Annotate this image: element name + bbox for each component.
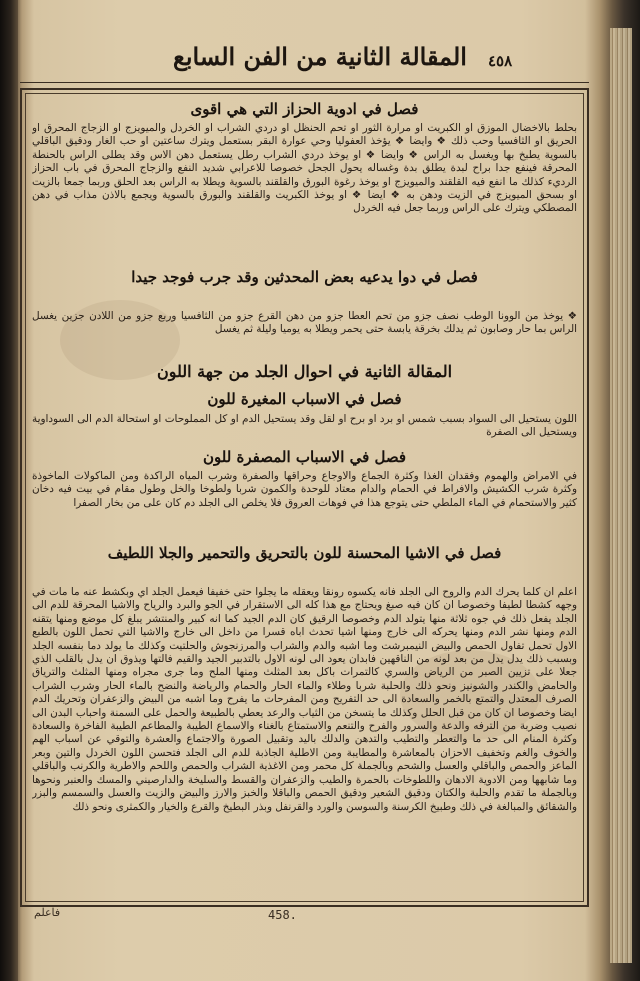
section-text: ❖ يوخذ من الوونا الوطب نصف جزو من تحم العطا جزو من دهن القرع جزو من الثافسيا وربع جزو من اللادن جزين يغسل الراس بما حار وصابون ثم يدلك بخرقة يابسة حتى يحمر ويطلا به يوميا وليلة ثم يغسل	[32, 310, 577, 336]
section-heading: فصل في ادوية الحزاز التي هي اقوى	[190, 100, 419, 118]
running-title: المقالة الثانية من الفن السابع	[173, 42, 467, 71]
page-edges	[610, 28, 632, 963]
section-heading: فصل في الاشيا المحسنة للون بالتحريق والتحمير والجلا اللطيف	[107, 544, 502, 562]
page-body	[32, 96, 577, 891]
section-heading: فصل في الاسباب المصفرة للون	[202, 448, 407, 466]
section-heading: فصل في الاسباب المغيرة للون	[207, 390, 402, 408]
section-heading: فصل في دوا يدعيه بعض المحدثين وقد جرب فوجد جيدا	[131, 268, 478, 286]
page-number: ٤٥٨	[488, 52, 513, 70]
section-text: اللون يستحيل الى السواد بسبب شمس او برد او برح او لقل وقد يستحيل الدم او كل المملوحات او استحالة الدم الى السوداوية ويستحيل الى الصفرة	[32, 413, 577, 439]
header-rule	[20, 82, 589, 83]
footer-page-number: 458.	[268, 908, 297, 922]
section-text: بحلط بالاخضال الموزق او الكبريت او مرارة الثور او تحم الحنظل او دردي الشراب او الخردل والميويزج او الزجاج المحرق او الحريق او الثافسيا وحب ذلك ❖ وايضا ❖ يؤخذ العفوليا وحي عوارة البقر بستعمل ويترك ساعتين او حب الغار ودقيق الباقلي بالسوية يطبخ بها ويغسل به الراس ❖ وايضا ❖ او يوخذ دردي الشراب رطل يستعمل دهن الاس وقد يطلى الراس بالحنطة المحرقة فينفع جدا براح لبدة يطلق بدة وغساله يحول الجحل خصوصا للاعرابي شديد النفع والزجاج المحرق في باب الحزاز الرديء كذلك ما انفع فيه القلقند والميويزج او يوخذ رغوة البورق والقلقند بالسوية ويطلا به الراس بعد الحلق وربما جمعا بالزيت او بسحق الميويزج في الزيت ودهن به ❖ ايضا ❖ او يوخذ الكبريت والقلقند والبورق بالسوية ويجمع بالاذن مذاب في دهن المصطكي ويترك على الراس وربما جعل فيه الخردل	[32, 122, 577, 215]
catchword: فاعلم	[34, 906, 61, 919]
section-heading: المقالة الثانية في احوال الجلد من جهة اللون	[156, 362, 453, 381]
section-text: اعلم ان كلما يحرك الدم والروح الى الجلد فانه يكسوه رونقا ويعقله ما يجلوا حتى خفيفا فيعمل الجلد اي وبكشط عنه ما مات في وجهه كشطا لطيفا وخصوصا ان كان فيه صبغ ويحتاج مع هذا كله الى الاستقرار في الجو والبرد والرياح والاشيا المحرقة للدم الى الجلد يفعل ذلك في جوه ثلاثة منها يتولد الدم وخصوصا الرقيق كان الدم الجيد كما انه كبير والمنتشر يبلغ كل موضع ومنها يتقنه الدم ومنها نشر الدم ومنها يحركه الى خارج ومنها اشيا تحدث اباه قسرا من داخل الى خارج والاشيا التي تحمل اللون بالطبع الاول تحمل تفاول الحمص والبيض النيمبرشت وما اشبه والدم والشراب والمرزنجوش والحلتيت وكذلك ما يولد دما بنفسه الجلد وبسبب ذلك يدل يدل من بعد لونه من الناقهين فابدان يعود الى لونه الاول بالتدبير الجيد والقيم فالتها ويذوق ان يدل بالقلب الذي جعلا على تزيين الصبر من الرياض والسري كالتمرات باكل بعد المثلث ومنها الملح وما جرى مجراه ومنها المثلث والترياق والحامض والكندر والشونيز ونحو ذلك والحلبة شربا وطلاء والماء الحار والحمام والرياضة والنضح بالماء الحار وشرب الشراب الصرف المعتدل والتمتع بالخمر والسعادة الى حد التفريح ومن المفرحات ما يفرح وما اشبه من البيض والزعفران وتحريك الدم ايضا وخصوصا ان كان من قبل الحلل وكذلك ما يتسخن من الثياب والرعد يعطي بالطبيعة والحمل على السمنة واحباب البدن الى نصيب وضربة من الترفه والدعة والسرور والفرح والتنعم والاستمتاع بالغناء والاسماع الطيبة والمطاعم الطيبة الفاخرة والسعادة وكثرة المنام الى حد ما والتعطر والتطيب والتدهن والدلك باليد وتقبيل الصورة والاجتماع والعشرة والتوقي عن اسباب الهم والخوف والغم وتخفيف الاحزان بالمعاشرة والمطايبة ومن الاطلية الجاذبة للدم الى الجلد فتحسن اللون الخردل والتين وبعر الماعز والحمص والباقلي والعسل والشحم وبالجملة كل محمر ومن الاغذية الشراب والحمص واللحم والاطرية والكرنب والباقلي وما شابهها ومن الادوية الادهان واللطوخات بالحمرة والطيب والزعفران والقسط والسليخة والدارصيني والمسك والعنبر ونحوها وبالجملة ما تقدم والحلبة والكتان ودقيق الشعير ودقيق الحمص والباقلا والخبز والارز والبيض والزيت والعسل والسمسم والبزر والشقائق والمبالغة في ذلك وطبيخ الكرسنة والسوسن والورد والقرنفل وبذر البطيخ والقرع والخيار والكمثرى ونحو ذلك	[32, 586, 577, 813]
book-gutter	[0, 0, 18, 981]
section-text: في الامراض والهموم وفقدان الغذا وكثرة الجماع والاوجاع وحراقها والصفرة وشرب المياه الراكدة ومن الماكولات الماخوذة وكثرة شرب الكشيش والافراط في الحمام والدام معتاد للوحدة والكمون شربا ولطوخا والخل وطول مقام في بيت فيه دخان كثير والاستحمام في الماء الملطي حتى يتوجع هذا في فوهات العروق فلا يخلص الى الجلد دم كان على من بخار الصفرا	[32, 470, 577, 509]
